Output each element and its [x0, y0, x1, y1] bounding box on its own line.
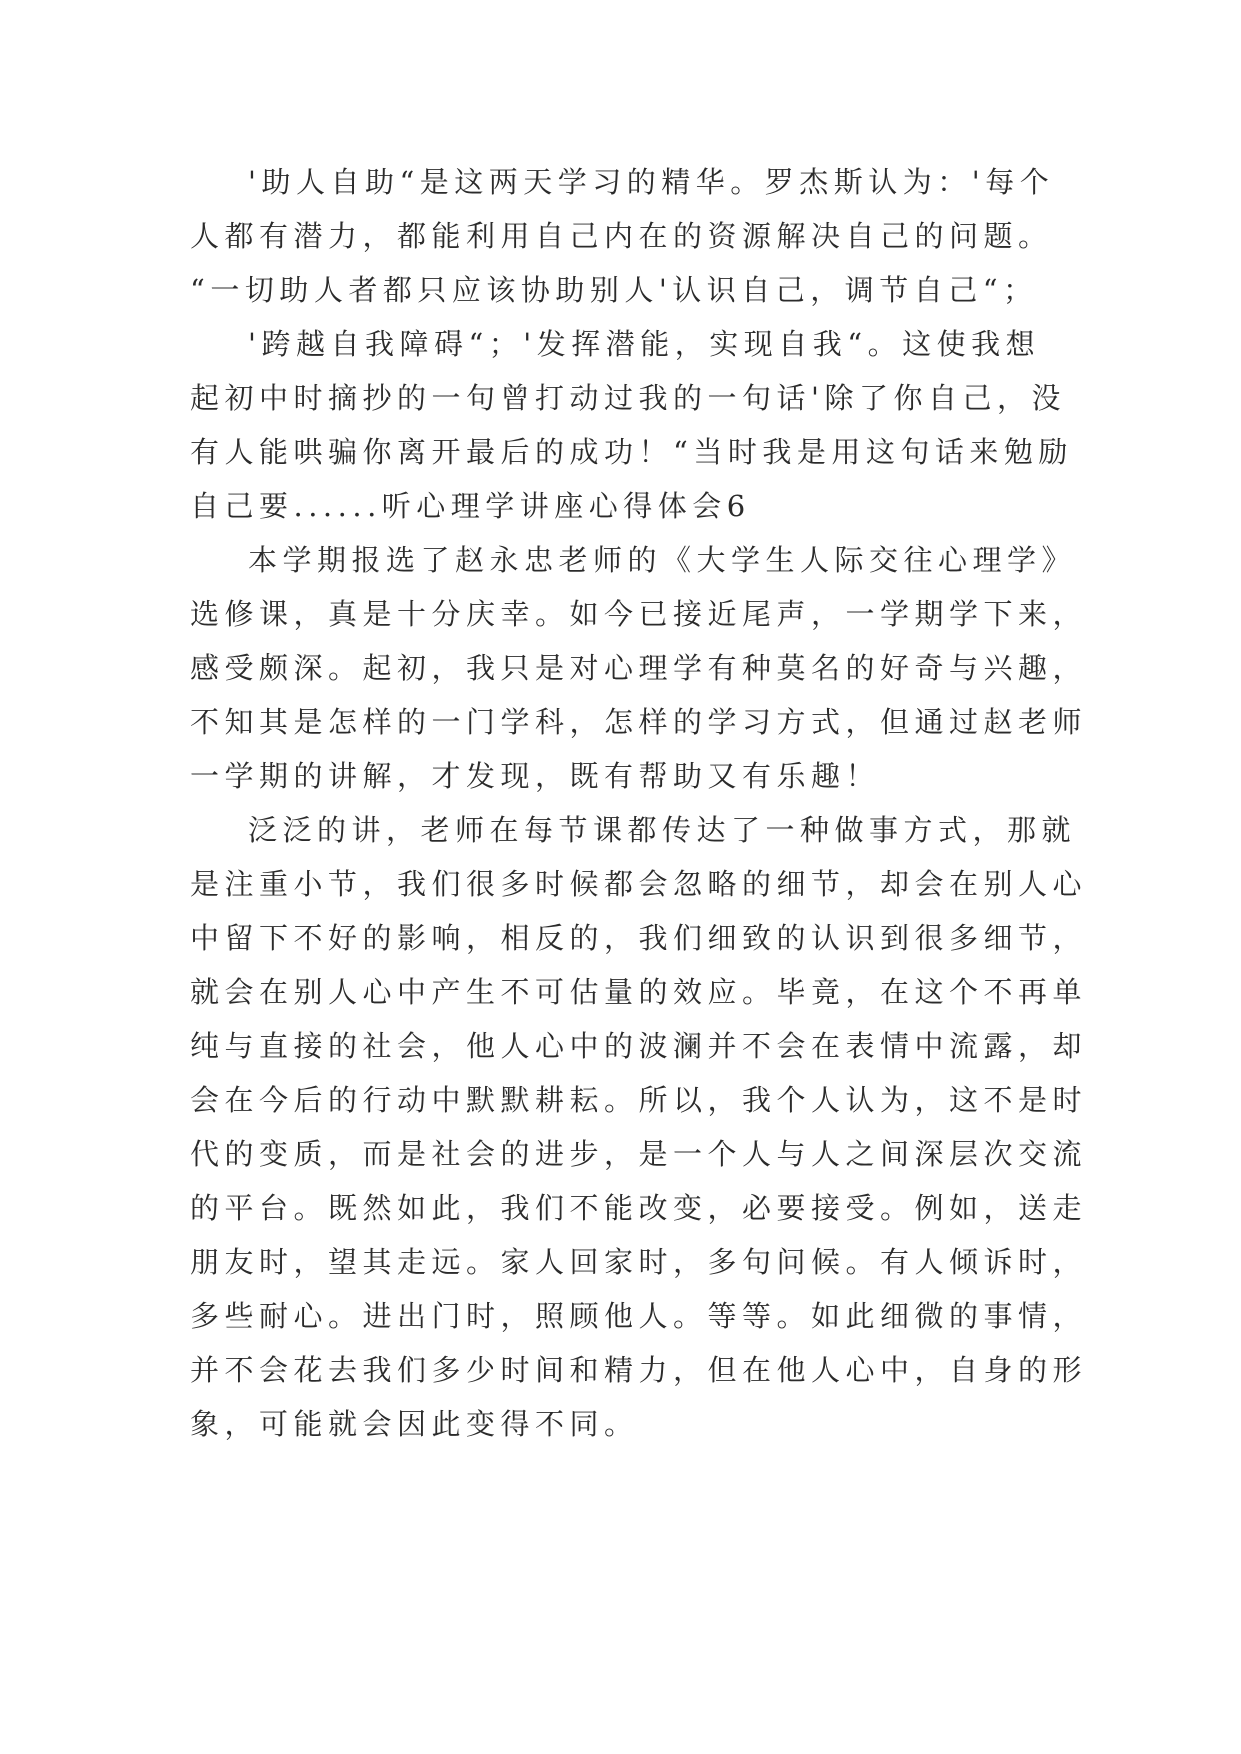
text-line: 代的变质，而是社会的进步，是一个人与人之间深层次交流	[190, 1137, 1088, 1171]
text-line: 中留下不好的影响，相反的，我们细致的认识到很多细节，	[190, 921, 1088, 955]
text-line: 纯与直接的社会，他人心中的波澜并不会在表情中流露，却	[190, 1029, 1088, 1063]
text-line: 起初中时摘抄的一句曾打动过我的一句话'除了你自己，没	[190, 381, 1066, 415]
text-line: 是注重小节，我们很多时候都会忽略的细节，却会在别人心	[190, 867, 1088, 901]
text-line: 朋友时，望其走远。家人回家时，多句问候。有人倾诉时，	[190, 1245, 1088, 1279]
text-line: 会在今后的行动中默默耕耘。所以，我个人认为，这不是时	[190, 1083, 1088, 1117]
text-line: 就会在别人心中产生不可估量的效应。毕竟，在这个不再单	[190, 975, 1088, 1009]
document-body	[190, 155, 1088, 1451]
text-line: “一切助人者都只应该协助别人'认识自己，调节自己“；	[190, 273, 1038, 307]
text-line: 不知其是怎样的一门学科，怎样的学习方式，但通过赵老师	[190, 705, 1088, 739]
text-line: 多些耐心。进出门时，照顾他人。等等。如此细微的事情，	[190, 1299, 1088, 1333]
text-line: 并不会花去我们多少时间和精力，但在他人心中，自身的形	[190, 1353, 1088, 1387]
text-line: 有人能哄骗你离开最后的成功！“当时我是用这句话来勉励	[190, 435, 1073, 469]
text-line: 本学期报选了赵永忠老师的《大学生人际交往心理学》	[248, 543, 1077, 577]
text-line: 感受颇深。起初，我只是对心理学有种莫名的好奇与兴趣，	[190, 651, 1088, 685]
text-line: 象，可能就会因此变得不同。	[190, 1407, 639, 1441]
text-line: '助人自助“是这两天学习的精华。罗杰斯认为：'每个	[248, 165, 1055, 199]
text-line: 自己要......听心理学讲座心得体会6	[190, 489, 751, 523]
text-line: '跨越自我障碍“；'发挥潜能，实现自我“。这使我想	[248, 327, 1041, 361]
text-line: 选修课，真是十分庆幸。如今已接近尾声，一学期学下来，	[190, 597, 1088, 631]
text-line: 人都有潜力，都能利用自己内在的资源解决自己的问题。	[190, 219, 1053, 253]
text-line: 的平台。既然如此，我们不能改变，必要接受。例如，送走	[190, 1191, 1088, 1225]
text-line: 泛泛的讲，老师在每节课都传达了一种做事方式，那就	[248, 813, 1077, 847]
text-line: 一学期的讲解，才发现，既有帮助又有乐趣！	[190, 759, 881, 793]
